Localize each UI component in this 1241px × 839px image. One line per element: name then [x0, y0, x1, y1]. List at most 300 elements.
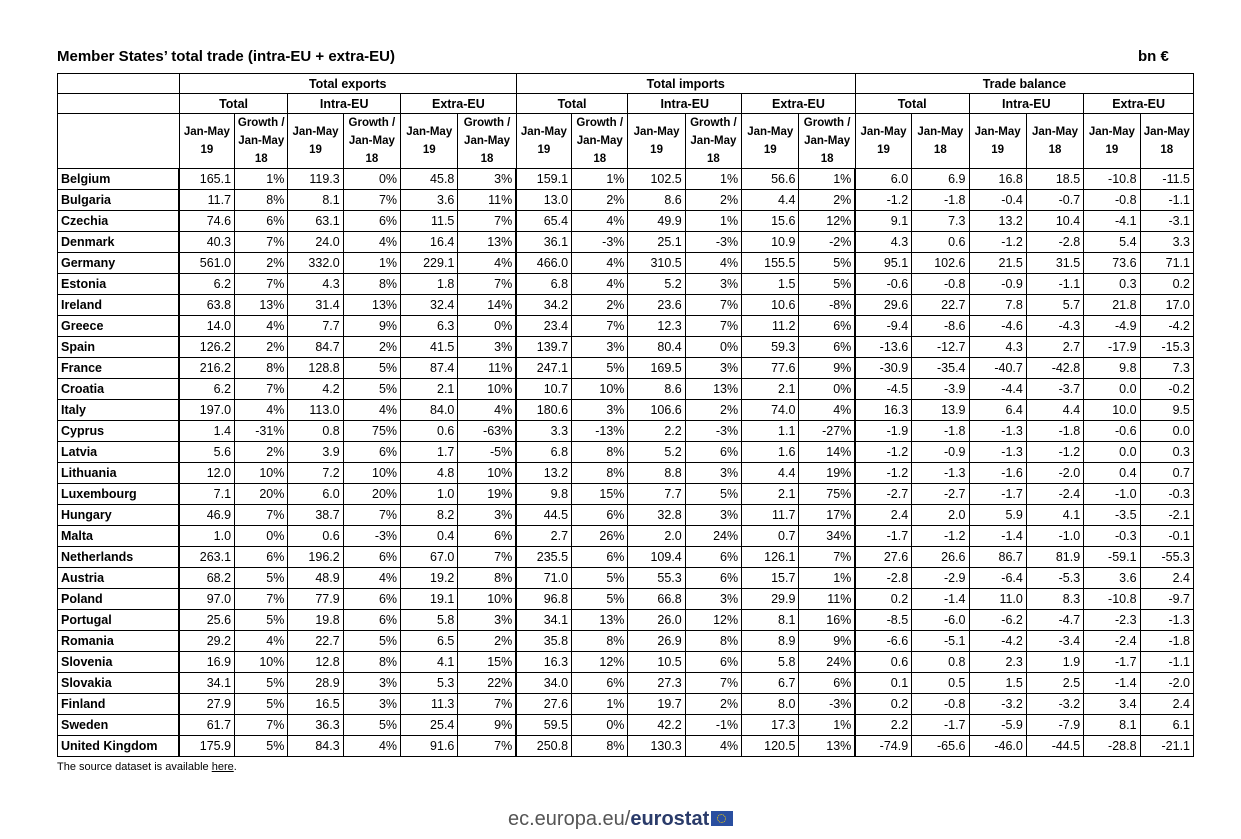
value-cell: 128.8 — [288, 358, 343, 379]
value-cell: 5.4 — [1084, 232, 1140, 253]
value-cell: -40.7 — [969, 358, 1026, 379]
value-cell: 13% — [685, 379, 741, 400]
country-cell: Italy — [58, 400, 180, 421]
column-header: Growth / Jan-May 18 — [799, 114, 855, 169]
value-cell: 5% — [572, 589, 628, 610]
value-cell: 0.6 — [912, 232, 969, 253]
value-cell: 9% — [799, 631, 855, 652]
value-cell: 11% — [799, 589, 855, 610]
value-cell: 19% — [458, 484, 516, 505]
table-row — [58, 694, 1194, 715]
value-cell: 63.1 — [288, 211, 343, 232]
value-cell: 1.9 — [1026, 652, 1083, 673]
value-cell: 1% — [799, 568, 855, 589]
value-cell: 25.6 — [179, 610, 234, 631]
value-cell: 159.1 — [516, 169, 571, 190]
value-cell: 9.8 — [516, 484, 571, 505]
value-cell: 6% — [572, 547, 628, 568]
value-cell: 27.9 — [179, 694, 234, 715]
value-cell: 75% — [799, 484, 855, 505]
table-row — [58, 547, 1194, 568]
country-cell: Lithuania — [58, 463, 180, 484]
value-cell: 34.0 — [516, 673, 571, 694]
value-cell: -1.3 — [969, 421, 1026, 442]
value-cell: 40.3 — [179, 232, 234, 253]
value-cell: -2.8 — [1026, 232, 1083, 253]
value-cell: 49.9 — [628, 211, 685, 232]
value-cell: 61.7 — [179, 715, 234, 736]
value-cell: 12.8 — [288, 652, 343, 673]
value-cell: 5% — [235, 568, 288, 589]
subgroup-header: Intra-EU — [969, 94, 1084, 114]
group-trade-balance: Trade balance — [855, 74, 1193, 94]
value-cell: 8.6 — [628, 379, 685, 400]
footer-text: The source dataset is available — [57, 761, 212, 773]
value-cell: 6% — [685, 652, 741, 673]
value-cell: 235.5 — [516, 547, 571, 568]
value-cell: 2% — [685, 400, 741, 421]
value-cell: 0.8 — [288, 421, 343, 442]
value-cell: 9.8 — [1084, 358, 1140, 379]
value-cell: -1.0 — [1084, 484, 1140, 505]
country-cell: Ireland — [58, 295, 180, 316]
value-cell: 75% — [343, 421, 400, 442]
value-cell: 0% — [235, 526, 288, 547]
column-header: Growth / Jan-May 18 — [235, 114, 288, 169]
table-row — [58, 295, 1194, 316]
value-cell: 7% — [343, 505, 400, 526]
value-cell: 113.0 — [288, 400, 343, 421]
value-cell: 87.4 — [401, 358, 458, 379]
value-cell: 0.2 — [855, 589, 911, 610]
value-cell: 7% — [458, 547, 516, 568]
footer-suffix: . — [233, 761, 237, 773]
value-cell: 5% — [235, 736, 288, 757]
country-cell: Bulgaria — [58, 190, 180, 211]
value-cell: -11.5 — [1140, 169, 1193, 190]
group-total-exports: Total exports — [179, 74, 516, 94]
value-cell: -1% — [685, 715, 741, 736]
value-cell: -3% — [685, 232, 741, 253]
value-cell: 7% — [458, 736, 516, 757]
table-row — [58, 169, 1194, 190]
value-cell: 6% — [343, 211, 400, 232]
value-cell: 14% — [458, 295, 516, 316]
value-cell: 0% — [572, 715, 628, 736]
value-cell: -1.2 — [1026, 442, 1083, 463]
value-cell: 4.1 — [401, 652, 458, 673]
country-cell: Austria — [58, 568, 180, 589]
table-row — [58, 610, 1194, 631]
value-cell: 3% — [458, 169, 516, 190]
value-cell: -4.2 — [969, 631, 1026, 652]
value-cell: 10% — [235, 652, 288, 673]
value-cell: 34.2 — [516, 295, 571, 316]
value-cell: 19.8 — [288, 610, 343, 631]
value-cell: -1.7 — [912, 715, 969, 736]
value-cell: 3.3 — [1140, 232, 1193, 253]
value-cell: -1.8 — [912, 190, 969, 211]
value-cell: -3% — [572, 232, 628, 253]
country-cell: Romania — [58, 631, 180, 652]
value-cell: 13.9 — [912, 400, 969, 421]
value-cell: 0.4 — [401, 526, 458, 547]
value-cell: 19% — [799, 463, 855, 484]
country-cell: Spain — [58, 337, 180, 358]
country-cell: Germany — [58, 253, 180, 274]
value-cell: 2.4 — [855, 505, 911, 526]
value-cell: 11% — [458, 358, 516, 379]
value-cell: 4% — [572, 253, 628, 274]
value-cell: 10.4 — [1026, 211, 1083, 232]
value-cell: 3% — [685, 463, 741, 484]
value-cell: 2.5 — [1026, 673, 1083, 694]
header-subgroups-row — [58, 94, 1194, 114]
value-cell: 180.6 — [516, 400, 571, 421]
table-row — [58, 232, 1194, 253]
value-cell: -1.3 — [912, 463, 969, 484]
value-cell: 4% — [235, 316, 288, 337]
value-cell: 6% — [343, 442, 400, 463]
value-cell: 25.1 — [628, 232, 685, 253]
value-cell: -0.8 — [912, 274, 969, 295]
header-groups-row — [58, 74, 1194, 94]
value-cell: 1.4 — [179, 421, 234, 442]
value-cell: 1% — [343, 253, 400, 274]
value-cell: 3% — [572, 400, 628, 421]
value-cell: -7.9 — [1026, 715, 1083, 736]
value-cell: 6.3 — [401, 316, 458, 337]
value-cell: 0.3 — [1084, 274, 1140, 295]
column-header: Jan-May 19 — [179, 114, 234, 169]
value-cell: -1.8 — [1140, 631, 1193, 652]
value-cell: 23.4 — [516, 316, 571, 337]
value-cell: 0% — [685, 337, 741, 358]
value-cell: -59.1 — [1084, 547, 1140, 568]
value-cell: 0.7 — [1140, 463, 1193, 484]
value-cell: -30.9 — [855, 358, 911, 379]
value-cell: 0.0 — [1140, 421, 1193, 442]
value-cell: 21.5 — [969, 253, 1026, 274]
value-cell: 8.1 — [1084, 715, 1140, 736]
footer-note — [57, 761, 237, 773]
value-cell: 6% — [343, 610, 400, 631]
value-cell: 7% — [572, 316, 628, 337]
value-cell: 5% — [235, 610, 288, 631]
table-row — [58, 190, 1194, 211]
value-cell: 0.0 — [1084, 442, 1140, 463]
value-cell: 26.6 — [912, 547, 969, 568]
value-cell: 0.2 — [855, 694, 911, 715]
eu-flag-icon — [711, 811, 733, 826]
value-cell: -4.3 — [1026, 316, 1083, 337]
value-cell: 3.6 — [401, 190, 458, 211]
value-cell: -0.3 — [1140, 484, 1193, 505]
table-row — [58, 715, 1194, 736]
value-cell: 96.8 — [516, 589, 571, 610]
table-row — [58, 316, 1194, 337]
country-cell: Estonia — [58, 274, 180, 295]
value-cell: 3.4 — [1084, 694, 1140, 715]
value-cell: -0.8 — [1084, 190, 1140, 211]
value-cell: 10% — [458, 589, 516, 610]
value-cell: 15.7 — [742, 568, 799, 589]
value-cell: 19.7 — [628, 694, 685, 715]
value-cell: 5.6 — [179, 442, 234, 463]
value-cell: -4.5 — [855, 379, 911, 400]
table-row — [58, 673, 1194, 694]
value-cell: 3% — [685, 358, 741, 379]
value-cell: -5.9 — [969, 715, 1026, 736]
value-cell: 7.3 — [1140, 358, 1193, 379]
column-header: Jan-May 19 — [742, 114, 799, 169]
value-cell: 32.8 — [628, 505, 685, 526]
value-cell: 26% — [572, 526, 628, 547]
table-row — [58, 358, 1194, 379]
value-cell: 2% — [685, 694, 741, 715]
value-cell: 10.9 — [742, 232, 799, 253]
value-cell: -1.2 — [855, 463, 911, 484]
country-cell: Belgium — [58, 169, 180, 190]
country-cell: Denmark — [58, 232, 180, 253]
value-cell: -2.0 — [1140, 673, 1193, 694]
value-cell: 34.1 — [516, 610, 571, 631]
value-cell: -1.2 — [855, 442, 911, 463]
value-cell: 263.1 — [179, 547, 234, 568]
value-cell: 7% — [235, 379, 288, 400]
value-cell: 1% — [685, 211, 741, 232]
value-cell: 8% — [572, 442, 628, 463]
value-cell: 2% — [572, 295, 628, 316]
column-header: Jan-May 18 — [1140, 114, 1193, 169]
value-cell: 59.5 — [516, 715, 571, 736]
value-cell: 0.3 — [1140, 442, 1193, 463]
value-cell: 561.0 — [179, 253, 234, 274]
value-cell: 6.9 — [912, 169, 969, 190]
value-cell: 6.5 — [401, 631, 458, 652]
value-cell: -3.5 — [1084, 505, 1140, 526]
value-cell: -0.4 — [969, 190, 1026, 211]
value-cell: 11.7 — [742, 505, 799, 526]
value-cell: 0.4 — [1084, 463, 1140, 484]
country-cell: Hungary — [58, 505, 180, 526]
value-cell: -9.7 — [1140, 589, 1193, 610]
value-cell: 4% — [343, 400, 400, 421]
value-cell: 38.7 — [288, 505, 343, 526]
value-cell: 0% — [343, 169, 400, 190]
value-cell: 10.7 — [516, 379, 571, 400]
value-cell: 1% — [235, 169, 288, 190]
value-cell: 17.3 — [742, 715, 799, 736]
value-cell: -1.3 — [969, 442, 1026, 463]
value-cell: 84.3 — [288, 736, 343, 757]
subgroup-header: Total — [516, 94, 628, 114]
value-cell: 5.9 — [969, 505, 1026, 526]
value-cell: 16.5 — [288, 694, 343, 715]
value-cell: 71.1 — [1140, 253, 1193, 274]
value-cell: 22% — [458, 673, 516, 694]
value-cell: -8.5 — [855, 610, 911, 631]
value-cell: -1.3 — [1140, 610, 1193, 631]
value-cell: 11.3 — [401, 694, 458, 715]
value-cell: -28.8 — [1084, 736, 1140, 757]
table-row — [58, 631, 1194, 652]
value-cell: -2.7 — [912, 484, 969, 505]
value-cell: 196.2 — [288, 547, 343, 568]
value-cell: -9.4 — [855, 316, 911, 337]
value-cell: -0.9 — [912, 442, 969, 463]
value-cell: -46.0 — [969, 736, 1026, 757]
value-cell: 46.9 — [179, 505, 234, 526]
value-cell: -8.6 — [912, 316, 969, 337]
value-cell: 4% — [572, 274, 628, 295]
value-cell: 26.9 — [628, 631, 685, 652]
value-cell: -1.7 — [855, 526, 911, 547]
value-cell: 3% — [685, 274, 741, 295]
value-cell: 3% — [458, 610, 516, 631]
value-cell: 13% — [799, 736, 855, 757]
value-cell: 5% — [572, 358, 628, 379]
value-cell: 16.4 — [401, 232, 458, 253]
value-cell: -1.9 — [855, 421, 911, 442]
value-cell: 13.0 — [516, 190, 571, 211]
value-cell: -1.6 — [969, 463, 1026, 484]
value-cell: 155.5 — [742, 253, 799, 274]
value-cell: 84.7 — [288, 337, 343, 358]
value-cell: 1% — [572, 169, 628, 190]
value-cell: 4% — [343, 232, 400, 253]
value-cell: 165.1 — [179, 169, 234, 190]
value-cell: -1.1 — [1026, 274, 1083, 295]
value-cell: 310.5 — [628, 253, 685, 274]
value-cell: 5.2 — [628, 442, 685, 463]
value-cell: 2.1 — [742, 379, 799, 400]
table-row — [58, 463, 1194, 484]
value-cell: -0.3 — [1084, 526, 1140, 547]
value-cell: 41.5 — [401, 337, 458, 358]
table-row — [58, 253, 1194, 274]
value-cell: 16.9 — [179, 652, 234, 673]
value-cell: 7% — [458, 694, 516, 715]
subgroup-header: Intra-EU — [628, 94, 742, 114]
value-cell: 139.7 — [516, 337, 571, 358]
value-cell: 55.3 — [628, 568, 685, 589]
value-cell: 6.0 — [288, 484, 343, 505]
value-cell: 7% — [685, 316, 741, 337]
value-cell: 34% — [799, 526, 855, 547]
value-cell: 6% — [343, 547, 400, 568]
subgroup-header: Extra-EU — [742, 94, 856, 114]
value-cell: 4% — [799, 400, 855, 421]
value-cell: 2.4 — [1140, 568, 1193, 589]
value-cell: 7% — [235, 505, 288, 526]
country-cell: Cyprus — [58, 421, 180, 442]
value-cell: 10% — [572, 379, 628, 400]
value-cell: 77.9 — [288, 589, 343, 610]
value-cell: 13% — [572, 610, 628, 631]
value-cell: -2.1 — [1140, 505, 1193, 526]
value-cell: 3% — [458, 505, 516, 526]
value-cell: 14% — [799, 442, 855, 463]
table-title: Member States’ total trade (intra-EU + extra-EU) — [57, 48, 396, 65]
value-cell: 4% — [685, 736, 741, 757]
value-cell: -44.5 — [1026, 736, 1083, 757]
value-cell: -3% — [799, 694, 855, 715]
value-cell: 126.2 — [179, 337, 234, 358]
value-cell: 1.5 — [742, 274, 799, 295]
value-cell: -1.4 — [969, 526, 1026, 547]
value-cell: 2.3 — [969, 652, 1026, 673]
value-cell: 169.5 — [628, 358, 685, 379]
value-cell: 3% — [343, 694, 400, 715]
value-cell: 42.2 — [628, 715, 685, 736]
value-cell: 8.9 — [742, 631, 799, 652]
value-cell: 3% — [572, 337, 628, 358]
value-cell: 1% — [685, 169, 741, 190]
value-cell: 102.6 — [912, 253, 969, 274]
value-cell: 5% — [343, 715, 400, 736]
value-cell: -0.2 — [1140, 379, 1193, 400]
column-header: Growth / Jan-May 18 — [685, 114, 741, 169]
value-cell: 66.8 — [628, 589, 685, 610]
value-cell: 0% — [458, 316, 516, 337]
value-cell: 22.7 — [912, 295, 969, 316]
value-cell: 4% — [458, 253, 516, 274]
value-cell: 1% — [572, 694, 628, 715]
value-cell: -10.8 — [1084, 169, 1140, 190]
value-cell: 20% — [235, 484, 288, 505]
value-cell: 7% — [235, 715, 288, 736]
value-cell: 332.0 — [288, 253, 343, 274]
eurostat-brand[interactable] — [508, 808, 733, 831]
source-dataset-link[interactable]: here — [211, 761, 234, 773]
value-cell: 27.6 — [516, 694, 571, 715]
value-cell: 81.9 — [1026, 547, 1083, 568]
value-cell: 5% — [343, 358, 400, 379]
value-cell: -1.4 — [912, 589, 969, 610]
value-cell: -0.1 — [1140, 526, 1193, 547]
value-cell: 27.3 — [628, 673, 685, 694]
value-cell: -65.6 — [912, 736, 969, 757]
value-cell: 26.0 — [628, 610, 685, 631]
value-cell: 119.3 — [288, 169, 343, 190]
value-cell: 16.3 — [516, 652, 571, 673]
value-cell: 8% — [235, 190, 288, 211]
value-cell: 1.0 — [179, 526, 234, 547]
value-cell: 5.7 — [1026, 295, 1083, 316]
value-cell: -0.9 — [969, 274, 1026, 295]
country-cell: Slovakia — [58, 673, 180, 694]
value-cell: -5% — [458, 442, 516, 463]
value-cell: -3.2 — [1026, 694, 1083, 715]
value-cell: -17.9 — [1084, 337, 1140, 358]
column-header: Jan-May 18 — [1026, 114, 1083, 169]
value-cell: 8% — [235, 358, 288, 379]
value-cell: 106.6 — [628, 400, 685, 421]
value-cell: 6% — [343, 589, 400, 610]
country-cell: Croatia — [58, 379, 180, 400]
value-cell: 9% — [343, 316, 400, 337]
corner-cell — [58, 74, 180, 94]
country-cell: Finland — [58, 694, 180, 715]
value-cell: 2% — [235, 337, 288, 358]
value-cell: 36.3 — [288, 715, 343, 736]
value-cell: -1.2 — [969, 232, 1026, 253]
value-cell: -5.3 — [1026, 568, 1083, 589]
value-cell: -3.1 — [1140, 211, 1193, 232]
value-cell: 4.4 — [742, 190, 799, 211]
value-cell: 4.3 — [855, 232, 911, 253]
